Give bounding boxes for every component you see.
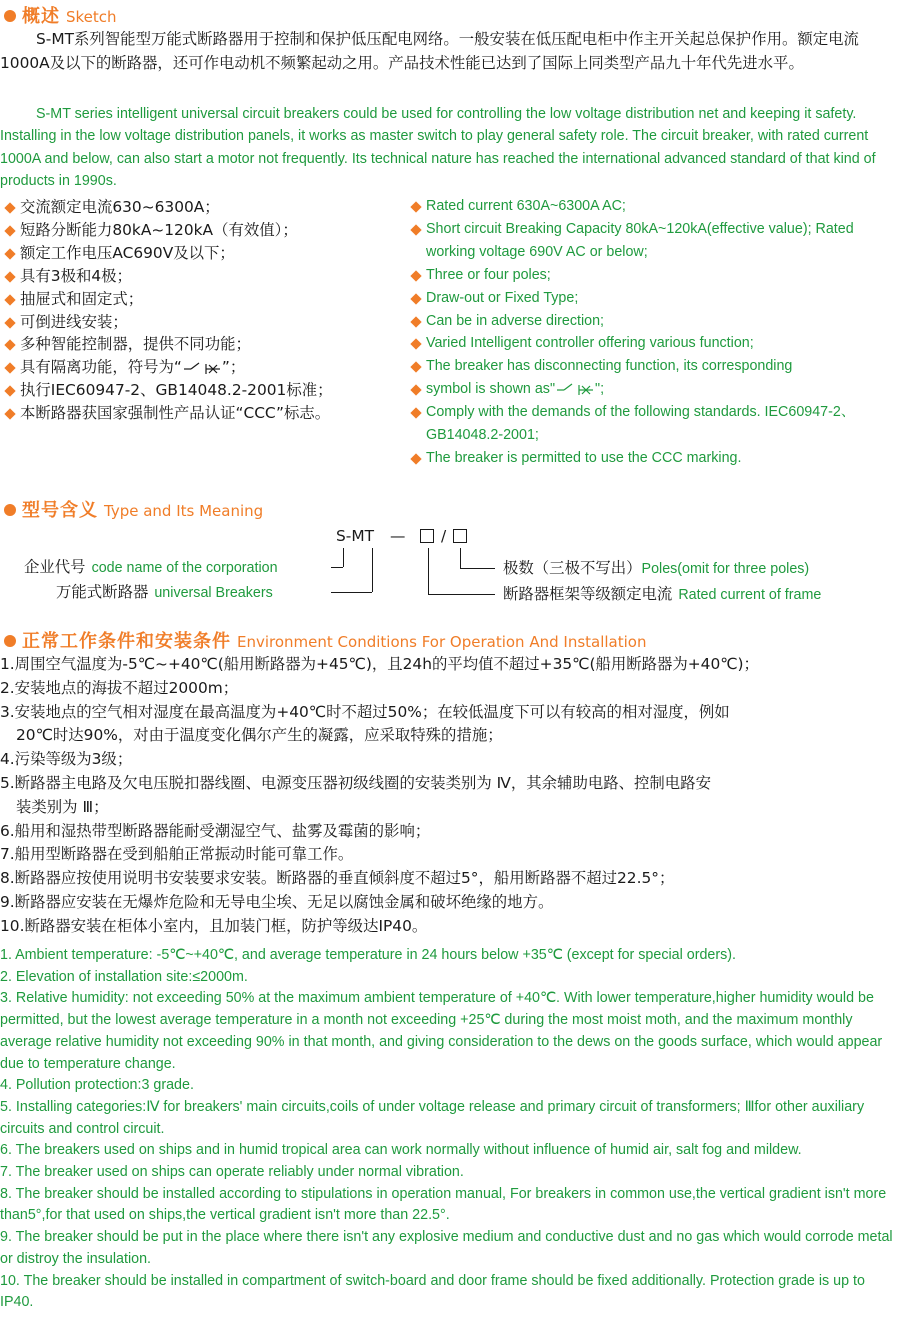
diamond-bullet-icon [410,270,421,281]
connector-line [460,568,495,569]
features-cn-list [2,196,400,425]
feature-en-item: Comply with the demands of the following standards. IEC60947-2、GB14048.2-2001; [408,401,900,447]
feature-en-item: Draw-out or Fixed Type; [408,287,900,310]
environment-cn-item: 7.船用型断路器在受到船舶正常振动时能可靠工作。 [0,845,354,864]
universal-breaker-label: 万能式断路器 universal Breakers [56,583,273,601]
connector-line [331,592,372,593]
environment-en-item: 8. The breaker should be installed according to stipulations in operation manual, For breakers in common use,the vertical gradient isn't more than5°,for that used on ships,the vertical gradient isn't more than 22.5°. [0,1185,887,1224]
environment-cn-item: 8.断路器应按使用说明书安装要求安装。断路器的垂直倾斜度不超过5°，船用断路器不超过22.5°； [0,869,675,888]
sketch-title-en: Sketch [66,8,117,26]
feature-en-item: Rated current 630A~6300A AC; [408,195,900,218]
bullet-dot-icon [4,10,16,22]
diamond-bullet-icon [4,386,15,397]
diamond-bullet-icon [4,363,15,374]
environment-en-item: 4. Pollution protection:3 grade. [0,1077,194,1094]
type-heading [4,496,263,522]
environment-en-item: 7. The breaker used on ships can operate reliably under normal vibration. [0,1164,464,1181]
environment-title-cn: 正常工作条件和安装条件 [22,631,231,652]
feature-en-item: The breaker has disconnecting function, its corresponding [408,355,900,378]
environment-cn-item: 5.断路器主电路及欠电压脱扣器线圈、电源变压器初级线圈的安装类别为 Ⅳ，其余辅助电路、控制电路安 装类别为 Ⅲ； [0,773,711,816]
feature-cn-item: 本断路器获国家强制性产品认证“CCC”标志。 [2,402,380,425]
feature-en-item: Can be in adverse direction; [408,310,900,333]
environment-en-item: 2. Elevation of installation site:≤2000m. [0,968,248,985]
disconnector-symbol-icon [182,361,222,375]
feature-en-item: Three or four poles; [408,264,900,287]
environment-cn-item: 10.断路器安装在柜体小室内，且加装门框，防护等级达IP40。 [0,916,428,935]
diamond-bullet-icon [410,316,421,327]
environment-cn-item: 1.周围空气温度为-5℃~+40℃(船用断路器为+45℃)，且24h的平均值不超过+35℃(船用断路器为+40℃)； [0,655,759,673]
connector-line [428,548,429,594]
poles-label: 极数（三极不写出）Poles(omit for three poles) [503,559,810,577]
diamond-bullet-icon [410,407,421,418]
diamond-bullet-icon [410,293,421,304]
connector-line [428,594,495,595]
diamond-bullet-icon [4,202,15,213]
environment-cn-item: 2.安装地点的海拔不超过2000m； [0,678,239,697]
environment-en-item: 1. Ambient temperature: -5℃~+40℃, and average temperature in 24 hours below +35℃ (except for special orders). [0,947,737,963]
feature-cn-item: 抽屉式和固定式； [2,288,400,311]
environment-en-item: 10. The breaker should be installed in compartment of switch-board and door frame should be fixed additionally. Protection grade is up to IP40. [0,1272,865,1311]
environment-cn-item: 3.安装地点的空气相对湿度在最高温度为+40℃时不超过50%；在较低温度下可以有较高的相对湿度，例如 20℃时达90%，对由于温度变化偶尔产生的凝露，应采取特殊的措施； [0,702,730,745]
sketch-intro-cn: S-MT系列智能型万能式断路器用于控制和保护低压配电网络。一般安装在低压配电柜中作主开关起总保护作用。额定电流1000A及以下的断路器，还可作电动机不频繁起动之用。产品技术性能已达到了国际上同类型产品九十年代先进水平。 [0,30,859,72]
environment-cn-item: 9.断路器应安装在无爆炸危险和无导电尘埃、无足以腐蚀金属和破坏绝缘的地方。 [0,892,554,911]
environment-cn-item: 6.船用和湿热带型断路器能耐受潮湿空气、盐雾及霉菌的影响； [0,821,431,840]
sketch-intro-en: S-MT series intelligent universal circuit breakers could be used for controlling the low voltage distribution net and keeping it safety. Installing in the low voltage distribution panels, it works as master switch to play general safety role. The circuit breaker, with rated current 1000A and below, can also start a motor not frequently. Its technical nature has reached the international advanced standard of that kind of products in 1990s. [0,106,876,189]
diamond-bullet-icon [4,248,15,259]
sketch-title-cn: 概述 [22,6,60,27]
type-title-cn: 型号含义 [22,500,98,521]
frame-current-label: 断路器框架等级额定电流 Rated current of frame [503,585,822,603]
feature-cn-item: 多种智能控制器，提供不同功能； [2,333,400,356]
diamond-bullet-icon [4,271,15,282]
environment-en-item: 3. Relative humidity: not exceeding 50% at the maximum ambient temperature of +40℃. With lower temperature,higher humidity would be permitted, but the lowest average temperature in a month not exceeding +25℃ during the most moist moth, and the maximum monthly average relative humidity not exceeding 90% in that month, and giving consideration to the dews on the goods surface, which would appear due to temperature change. [0,990,883,1072]
feature-en-item: symbol is shown as" "; [408,378,900,401]
diamond-bullet-icon [410,201,421,212]
type-title-en: Type and Its Meaning [104,502,264,520]
diamond-bullet-icon [410,362,421,373]
disconnector-symbol-icon [555,382,595,396]
sketch-heading [4,2,117,28]
environment-en-item: 6. The breakers used on ships and in humid tropical area can work normally without influence of humid air, salt fog and mildew. [0,1142,802,1159]
connector-line [372,548,373,592]
diamond-bullet-icon [4,340,15,351]
environment-en-item: 5. Installing categories:Ⅳ for breakers' main circuits,coils of under voltage release and primary circuit of transformers; Ⅲfor other auxiliary circuits and control circuit. [0,1098,865,1137]
diamond-bullet-icon [4,408,15,419]
diamond-bullet-icon [410,224,421,235]
diamond-bullet-icon [4,225,15,236]
connector-line [331,567,343,568]
diamond-bullet-icon [410,453,421,464]
connector-line [460,548,461,568]
frame-current-box [420,529,434,543]
feature-en-item: The breaker is permitted to use the CCC marking. [408,447,900,470]
environment-heading [4,627,646,653]
feature-cn-item: 执行IEC60947-2、GB14048.2-2001标准； [2,379,400,402]
feature-en-item: Varied Intelligent controller offering various function; [408,332,900,355]
diamond-bullet-icon [4,294,15,305]
model-code: S-MT [336,527,375,545]
connector-line [343,548,344,567]
diamond-bullet-icon [410,339,421,350]
model-dash: — [390,527,406,545]
poles-box [453,529,467,543]
feature-cn-item: 短路分断能力80kA~120kA（有效值）； [2,219,400,242]
environment-title-en: Environment Conditions For Operation And Installation [237,633,647,651]
model-slash: / [441,527,447,545]
features-en-list [408,195,900,470]
corp-code-label: 企业代号 code name of the corporation [24,558,278,576]
feature-cn-item: 额定工作电压AC690V及以下； [2,242,400,265]
feature-en-item: Short circuit Breaking Capacity 80kA~120kA(effective value); Rated working voltage 690V AC or below; [408,218,900,264]
feature-cn-item: 具有隔离功能，符号为“ ”； [2,356,400,379]
feature-cn-item: 具有3极和4极； [2,265,400,288]
feature-cn-item: 可倒进线安装； [2,311,400,334]
diamond-bullet-icon [4,317,15,328]
environment-en-list [0,945,900,1314]
environment-cn-item: 4.污染等级为3级； [0,750,133,769]
feature-cn-item: 交流额定电流630~6300A； [2,196,400,219]
model-code-diagram [0,520,900,610]
bullet-dot-icon [4,635,16,647]
diamond-bullet-icon [410,385,421,396]
bullet-dot-icon [4,504,16,516]
environment-en-item: 9. The breaker should be put in the place where there isn't any explosive medium and conductive dust and no gas which would corrode metal or distroy the insulation. [0,1229,893,1267]
environment-cn-list [0,653,900,939]
